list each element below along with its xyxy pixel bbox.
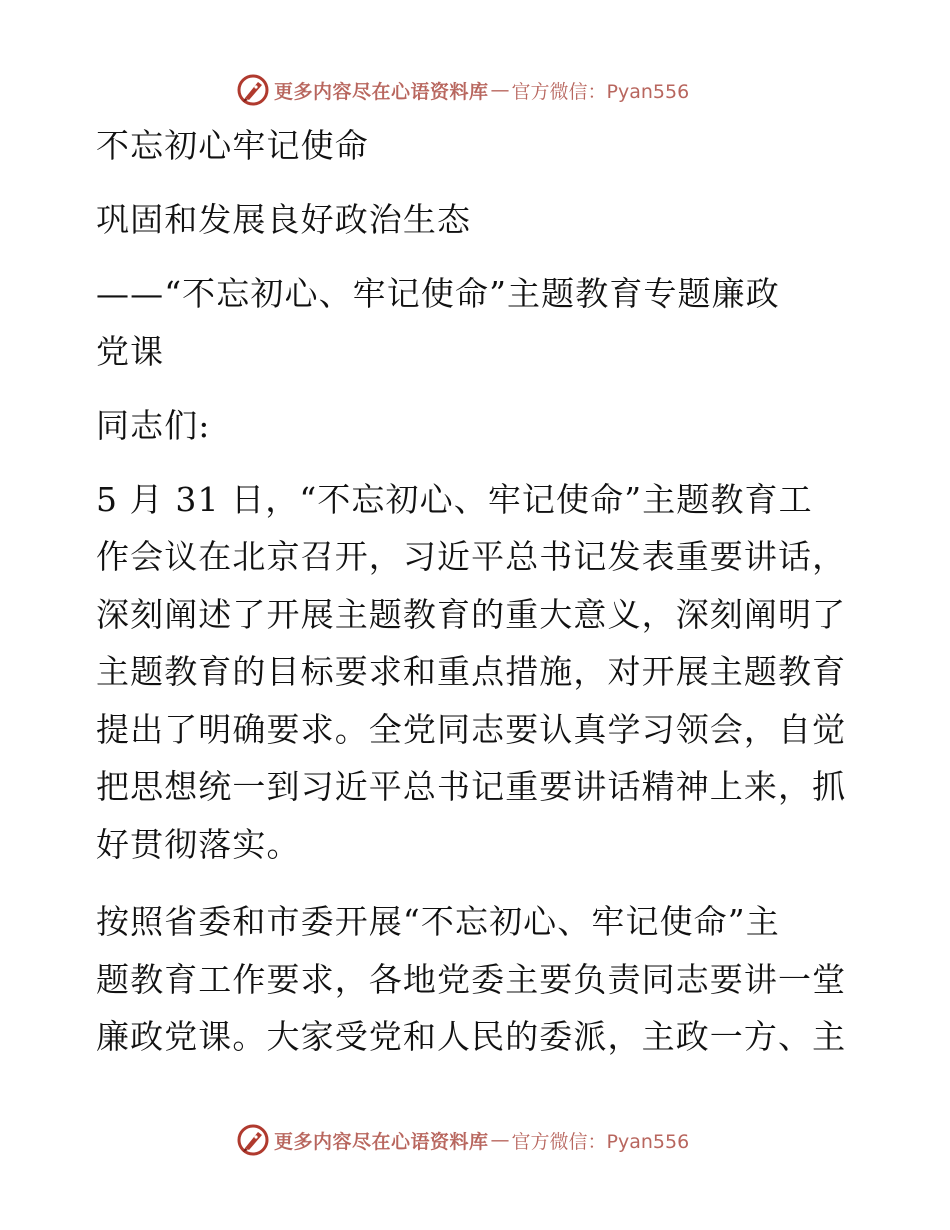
doc-title-line-1: 不忘初心牢记使命 [96,126,369,165]
paragraph-1-line: 把思想统一到习近平总书记重要讲话精神上来，抓 [96,767,847,806]
footer-banner [236,1123,689,1157]
banner-brand-text: 更多内容尽在心语资料库 [274,1130,489,1153]
doc-salutation: 同志们: [96,406,211,445]
paragraph-1-line: 主题教育的目标要求和重点措施，对开展主题教育 [96,652,847,691]
banner-separator: — [490,1129,510,1151]
paragraph-2-line: 按照省委和市委开展“不忘初心、牢记使命”主 [96,902,780,941]
doc-subtitle-line-1: ——“不忘初心、牢记使命”主题教育专题廉政 [96,274,780,313]
banner-brand-text: 更多内容尽在心语资料库 [274,80,489,103]
doc-subtitle-line-2: 党课 [96,332,165,371]
pen-logo-icon [236,1123,270,1157]
banner-wechat-text: 官方微信：Pyan556 [511,1130,690,1153]
header-banner [236,73,689,107]
paragraph-2-line: 题教育工作要求，各地党委主要负责同志要讲一堂 [96,960,847,999]
pen-logo-icon [236,73,270,107]
paragraph-1-line: 作会议在北京召开，习近平总书记发表重要讲话， [96,537,847,576]
banner-wechat-text: 官方微信：Pyan556 [511,80,690,103]
doc-title-line-2: 巩固和发展良好政治生态 [96,200,472,239]
paragraph-1-line: 提出了明确要求。全党同志要认真学习领会，自觉 [96,710,847,749]
paragraph-2-line: 廉政党课。大家受党和人民的委派，主政一方、主 [96,1017,847,1056]
paragraph-1-line: 深刻阐述了开展主题教育的重大意义，深刻阐明了 [96,595,847,634]
paragraph-1-line: 5 月 31 日，“不忘初心、牢记使命”主题教育工 [96,480,813,519]
paragraph-1-line: 好贯彻落实。 [96,825,301,864]
banner-separator: — [490,79,510,101]
